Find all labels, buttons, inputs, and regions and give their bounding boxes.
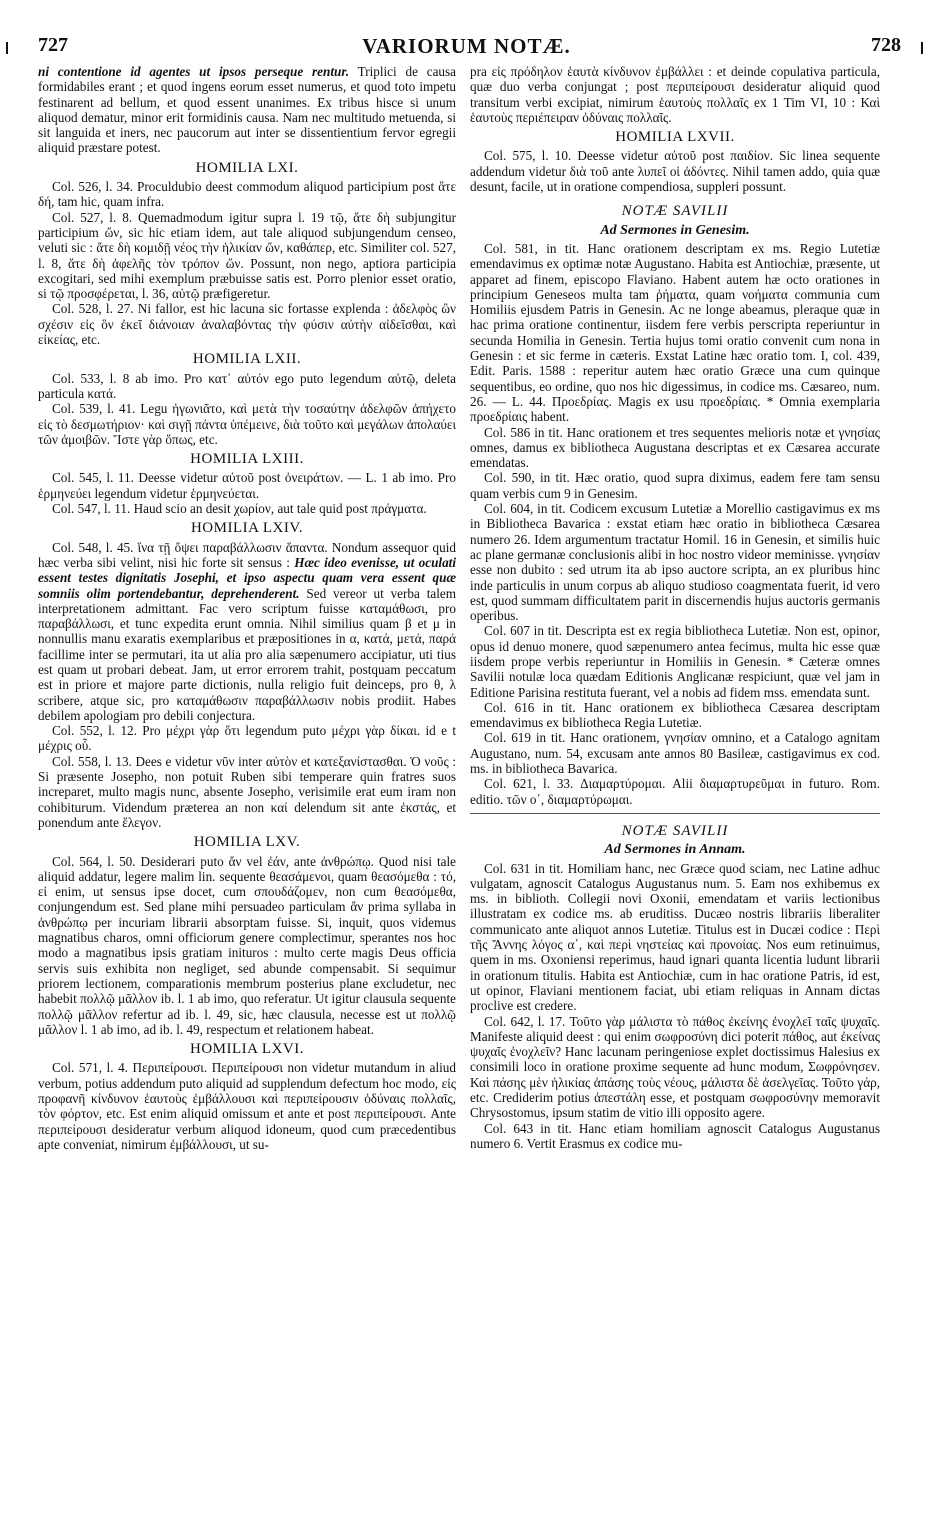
note-paragraph: pra εἰς πρόδηλον ἑαυτὰ κίνδυνον ἐμβάλλει : et deinde copulativa particula, quæ duo verba conjungat ; post περιπείρουσι desideratur aliquid quod transitum verbi excipiat, nimirum ἑαυτοὺς πολλαῖς ex 1 Tim VI, 10 : Καὶ ἑαυτοὺς περιέπειραν ὀδύναις πολλαῖς. [470, 64, 880, 125]
note-paragraph: Col. 575, l. 10. Deesse videtur αὐτοῦ post παιδίον. Sic linea sequente addendum videtur διὰ τοῦ ante λυπεῖ οἱ ἀδόντες. Nihil tamen addo, quia quæ desunt, facile, ut in oratione compendiosa, suppleri possunt. [470, 148, 880, 195]
note-paragraph: Col. 581, in tit. Hanc orationem descriptam ex ms. Regio Lutetiæ emendavimus ex optimæ notæ Augustano. Habita est Antiochiæ, præsente, ut apparet ad finem, episcopo Flaviano. Habent autem hæ octo orationes in principium Geneseos multa tam ῥήματα, quam νοήματα communia cum Homiliis ejusdem Patris in Genesin. Ac ne longe abeamus, pleraque quæ in hac prima oratione continentur, iisdem fere verbis perscripta reperiuntur in secunda Homilia in Genesin. Tertia hujus tomi oratio convenit cum nona in Genesin : et sic ferme in cæteris. Exstat Latine hæc oratio tom. I, col. 439, Edit. Paris. 1588 : reperitur autem hæc oratio Græce una cum quinque sequentibus, eo ordine, quo nos hic digessimus, in codice ms. Cæsareo, num. 26. — L. 44. Προεδρίας. Magis ex usu προεδρίαις. * Omnia exemplaria προεδρίαις habent. [470, 240, 880, 425]
section-heading: HOMILIA LXIII. [190, 451, 304, 468]
notes-title: NOTÆ SAVILII [621, 822, 729, 839]
section-heading: HOMILIA LXVII. [615, 129, 735, 146]
paragraph-text: Triplici de causa formidabiles erant ; et quod ingens eorum esset numerus, et quod toto impetu festinarent ad bellum, et quod essent unanimes. Ex tribus hisce si unum aliquod dematur, minor erit formidinis causa. Nam nec multitudo metuenda, si sit languida et iners, nec paucorum aut inter se dissentientium fervor egregii aliquid præstare potest. [38, 64, 456, 156]
margin-mark-left [6, 42, 8, 54]
section-heading: HOMILIA LXVI. [190, 1041, 304, 1058]
left-column [38, 64, 456, 1530]
note-paragraph: Col. 616 in tit. Hanc orationem ex bibliotheca Cæsarea descriptam emendavimus ex bibliotheca Regia Lutetiæ. [470, 699, 880, 731]
section-heading: HOMILIA LXIV. [190, 520, 304, 537]
paragraph [38, 64, 456, 156]
notes-subtitle: Ad Sermones in Annam. [604, 842, 746, 858]
note-paragraph [38, 540, 456, 724]
page-header [28, 30, 905, 60]
note-paragraph: Col. 571, l. 4. Περιπείρουσι. Περιπείρουσι non videtur mutandum in aliud verbum, potius addendum puto aliquid ad supplendum defectum hoc modo, εἰς προφανῆ κίνδυνον ἑαυτοὺς ἐμβάλλουσι καὶ περιπείρουσιν ὀδύναις πολλαῖς, τὸν φόρτον, etc. Est enim aliquid omissum et ante et post περιπείρουσι. Ante περιπείρουσι desideratur verbum aliquod idoneum, quod cum præcedentibus apte conveniat, nimirum ἐμβάλλουσι, ut su- [38, 1060, 456, 1152]
italic-phrase: Hæc ideo evenisse, ut oculati essent testes dignitatis Josephi, et ipso aspectu quam vera essent quæ somniis olim portendebantur, deprehenderent. [38, 554, 456, 601]
paragraph-text: Sed vereor ut verba talem interpretationem admittant. Fac vero scriptum fuisse καταμάθωσι, pro παραβάλλωσι, et tunc expedita erunt omnia. Nihil similius quam β et μ in nonnullis manu exaratis exemplaribus et præpositiones in α, κατά, μετά, παρά facillime inter se permutari, ita ut alia pro alia sæpenumero accipiatur, uti tius est quam ut probari debeat. Jam, ut error errorem trahit, postquam peccatum est in priore et majore parte dictionis, nulla religio fuit deinceps, pro θ, λ scribere, atque sic, pro καταμάθωσιν παραβάλλωσιν nobis prodiit. Habes debilem apologiam pro debili conjectura. [38, 585, 456, 723]
note-paragraph: Col. 604, in tit. Codicem excusum Lutetiæ a Morellio castigavimus ex ms in Bibliotheca Bavarica : exstat etiam hæc oratio in bibliotheca Cæsarea numero 26. Idem argumentum tractatur Homil. 16 in Genesin, et similis huic ac plane germanæ conclusionis alibi in hoc nostro videor meminisse. γνησίαν esse non dubito : sed utrum ita ab ipso auctore scripta, an ex pluribus hinc inde particulis in unum corpus ab aliquo studioso coagmentata fuerit, id vero est, quod summam difficultatem parit in discernendis hujus auctoris germanis operibus. [470, 501, 880, 624]
note-paragraph: Col. 533, l. 8 ab imo. Pro κατ᾽ αὐτόν ego puto legendum αὐτῷ, deleta particula κατά. [38, 370, 456, 401]
running-title: VARIORUM NOTÆ. [362, 34, 571, 58]
note-paragraph: Col. 526, l. 34. Proculdubio deest commodum aliquod participium post ἄτε δή, tam hic, quam infra. [38, 179, 456, 210]
section-heading: HOMILIA LXII. [192, 351, 302, 368]
notes-title: NOTÆ SAVILII [621, 203, 729, 220]
note-paragraph: Col. 558, l. 13. Dees e videtur νῦν inter αὐτὸν et κατεξανίστασθαι. Ὁ νοῦς : Si præsente Josepho, non potuit Ruben sibi temperare quin fratres suos increparet, multo magis nunc, absente Josepho, verisimile erat eum iram non cohibiturum. Videndum præterea an non καί delendum sit ante ἐκστάς, et ponendum ante ἔλεγον. [38, 753, 456, 830]
note-paragraph: Col. 619 in tit. Hanc orationem, γνησίαν omnino, et a Catalogo agnitam Augustano, num. 54, excusam ante annos 80 Basileæ, castigavimus ex cod. ms. in bibliotheca Bavarica. [470, 730, 880, 777]
notes-subtitle: Ad Sermones in Genesim. [600, 222, 750, 238]
page-number-left: 727 [38, 34, 68, 56]
section-divider [470, 813, 880, 814]
section-heading: HOMILIA LXV. [193, 834, 301, 851]
paragraph-text: Col. 548, l. 45. ἵνα τῇ ὄψει παραβάλλωσιν ἅπαντα. Nondum assequor quid hæc verba sibi velint, nisi hic forte sit sensus : [38, 539, 456, 570]
italic-phrase: ni contentione id agentes ut ipsos perseque rentur. [38, 64, 350, 79]
page-number-right: 728 [871, 34, 901, 56]
note-paragraph: Col. 586 in tit. Hanc orationem et tres sequentes melioris notæ et γνησίας omnes, damus ex bibliotheca Augustana descriptas et ex Cæsarea accurate emendatas. [470, 424, 880, 471]
right-column [470, 64, 880, 1530]
note-paragraph: Col. 545, l. 11. Deesse videtur αὐτοῦ post ὀνειράτων. — L. 1 ab imo. Pro ἑρμηνεύει legendum videtur ἑρμηνεύεται. [38, 470, 456, 501]
note-paragraph: Col. 590, in tit. Hæc oratio, quod supra diximus, eadem fere tam sensu quam verbis cum 9 in Genesim. [470, 470, 880, 501]
note-paragraph: Col. 564, l. 50. Desiderari puto ἄν vel ἐάν, ante ἀνθρώπῳ. Quod nisi tale aliquid addatur, legere malim lin. sequente θεασάμενοι, quam θεασόμεθα : τό, εἰ enim, ut sensus ipse docet, cum σπουδάζομεν, non cum θεασόμεθα, conjungendum est. Sed plane mihi persuadeo particulam ἄν prima syllaba in ἀνθρώπῳ per incuriam librarii absorptam fuisse. Si, inquit, quos videmus magnatibus charos, omni officiorum genere complectimur, sperantes nos hoc modo a magnatibus ipsis gratiam inituros : multo certe magis Deus officia servis suis exhibita non negliget, sed abunde compensabit. Si sequimur priorem lectionem, comparationis membrum posterius plane excludetur, nec habebit πολλῷ μᾶλλον ib. l. 1 ab imo, quo referatur. Ut igitur clausula sequente πολλῷ μᾶλλον refertur ad ib. l. 49, sic, hæc clausula, necesse est ut πολλῷ μᾶλλον l. 1 ab imo, ad ib. l. 49, respectum et relationem habeat. [38, 853, 456, 1037]
section-heading: HOMILIA LXI. [195, 159, 299, 176]
note-paragraph: Col. 631 in tit. Homiliam hanc, nec Græce quod sciam, nec Latine adhuc vulgatam, agnoscit Catalogus Augustanus num. 5. Eam nos exhibemus ex ms. in biblioth. Collegii novi Oxonii, emendatam et variis lectionibus illustratam ex codice ms. ab eruditiss. Ducæo nostris librariis liberaliter communicato ante aliquot annos Lutetiæ. Titulus est in Ducæi codice : Περὶ τῆς Ἄννης λόγος α΄, καὶ περὶ νηστείας καὶ προνοίας. Nos eum retinuimus, quem in ms. Oxoniensi reperimus, haud ignari quanta licentia ludunt librarii in orationum titulis. Habita est Antiochiæ, cum in hac oratione Patris, id est, ut opinor, Flaviani mentionem faciat, ubi etiam reliquas in Annam dictas proclive est credere. [470, 860, 880, 1014]
note-paragraph: Col. 528, l. 27. Ni fallor, est hic lacuna sic fortasse explenda : ἀδελφὸς ὢν σχέσιν εἰς ὃν ἐκεῖ διάνοιαν ἀναλαβόντας τὴν φύσιν αὐτὴν αἰδεῖσθαι, καὶ εἰκείας, etc. [38, 301, 456, 348]
note-paragraph: Col. 552, l. 12. Pro μέχρι γὰρ ὅτι legendum puto μέχρι γὰρ δίκαι. id e t μέχρις οὗ. [38, 723, 456, 754]
note-paragraph: Col. 547, l. 11. Haud scio an desit χωρίον, aut tale quid post πράγματα. [52, 501, 427, 517]
note-paragraph: Col. 607 in tit. Descripta est ex regia bibliotheca Lutetiæ. Non est, opinor, opus id denuo monere, quod sæpenumero antea fecimus, multa hic esse quæ iisdem prope verbis reperiuntur in Homiliis in Genesin. * Cæteræ omnes Savilii notulæ loca quædam Editionis Anglicanæ respiciunt, quæ vel jam in Editione Parisina restituta fuerant, vel a nobis ad fidem mss. emendata sunt. [470, 623, 880, 700]
note-paragraph: Col. 527, l. 8. Quemadmodum igitur supra l. 19 τῷ, ἄτε δὴ subjungitur participium ὤν, sic hic etiam idem, aut tale aliquod subjungendum censeo, veluti sic : ἄτε δὴ κομιδῇ νέος τὴν ἡλικίαν ὤν, καθάπερ, etc. Similiter col. 527, l. 8, ἄτε δὴ ἀφελῆς τὸν τρόπον ὤν. Possunt, non nego, aptiora participia excogitari, sed mihi exemplum præbuisse satis est. Porro plenior esset oratio, si τῷ προσφέρεται, l. 36, αὐτῷ præfigeretur. [38, 209, 456, 302]
note-paragraph: Col. 621, l. 33. Διαμαρτύρομαι. Alii διαμαρτυρεῦμαι in futuro. Rom. editio. τῶν ο΄, διαμαρτύρωμαι. [470, 776, 880, 807]
note-paragraph: Col. 643 in tit. Hanc etiam homiliam agnoscit Catalogus Augustanus numero 6. Vertit Erasmus ex codice mu- [470, 1120, 880, 1151]
note-paragraph: Col. 642, l. 17. Τοῦτο γὰρ μάλιστα τὸ πάθος ἐκείνης ἐνοχλεῖ ταῖς ψυχαῖς. Manifeste aliquid deest : qui enim σωφροσύνη dici poterit πάθος, aut ἐκείνας ψυχαῖς ἐνοχλεῖν? Hanc lacunam peringeniose explet doctissimus Halesius ex consimili loco in oratione proxime sequente ad hunc modum, Σωφρόνησεν. Καὶ πάσης μὲν ἡλικίας ἁπάσης τοὺς νέους, μάλιστα δὲ ἀσελγεῖας. Τοῦτο γάρ, etc. Crediderim potius ἀπεστάλη esse, et postquam σωφροσύνην memoravit Chrysostomus, ipsum statim de vitio illi opposito agere. [470, 1013, 880, 1121]
note-paragraph: Col. 539, l. 41. Legu ἠγωνιᾶτο, καὶ μετὰ τὴν τοσαύτην ἀδελφῶν ἀπήχετο εἰς τὸ δεσμωτήριον· καὶ σιγῇ πάντα ὑπέμεινε, διὰ τοῦτο καὶ μεγάλων ἀπολαύει τῶν ἀμοιβῶν. Ἴστε γὰρ ὅπως, etc. [38, 401, 456, 447]
margin-mark-right [921, 42, 923, 54]
